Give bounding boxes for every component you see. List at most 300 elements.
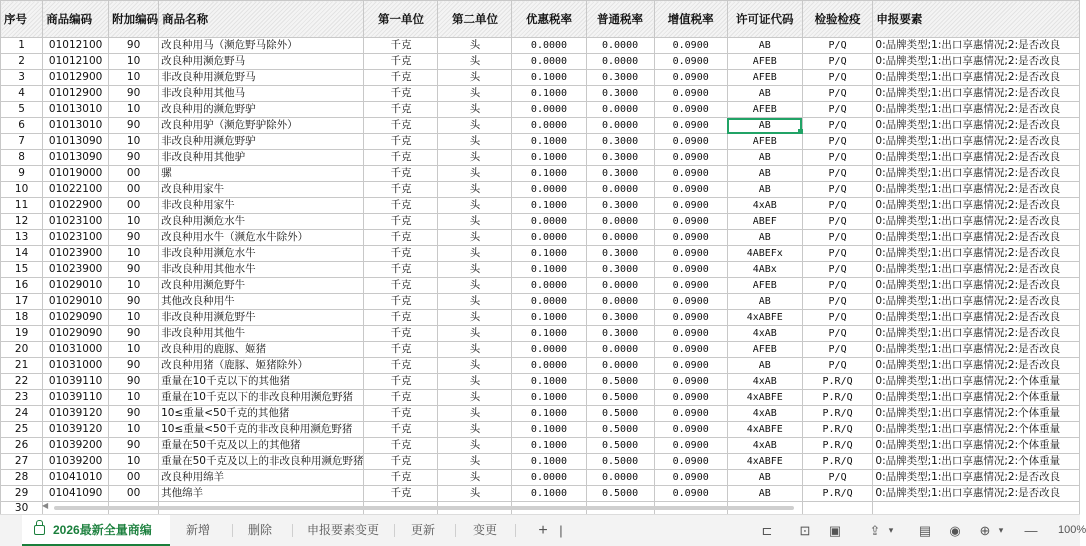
cell-unit1[interactable]: 千克 [364, 454, 438, 470]
cell-inspection[interactable]: P/Q [802, 246, 873, 262]
cell-index[interactable]: 22 [1, 374, 43, 390]
cell-name[interactable]: 非改良种用其他马 [159, 86, 364, 102]
cell-unit2[interactable]: 头 [438, 390, 512, 406]
cell-license-code[interactable]: AB [727, 86, 802, 102]
cell-index[interactable]: 3 [1, 70, 43, 86]
zoom-out-button[interactable]: — [1024, 523, 1038, 538]
cell-name[interactable]: 骡 [159, 166, 364, 182]
cell-name[interactable]: 非改良种用濒危野驴 [159, 134, 364, 150]
cell-declaration[interactable]: 0:品牌类型;1:出口享惠情况;2:是否改良 [873, 182, 1080, 198]
cell-unit2[interactable]: 头 [438, 214, 512, 230]
cell-extra-code[interactable]: 90 [109, 438, 159, 454]
cell-declaration[interactable]: 0:品牌类型;1:出口享惠情况;2:是否改良 [873, 38, 1080, 54]
cell-general-rate[interactable]: 0.3000 [586, 134, 654, 150]
col-header-license-code[interactable]: 许可证代码 [727, 1, 802, 38]
cell-vat-rate[interactable]: 0.0900 [654, 230, 727, 246]
cell-unit1[interactable]: 千克 [364, 358, 438, 374]
cell-license-code[interactable]: 4xABFE [727, 390, 802, 406]
cell-vat-rate[interactable]: 0.0900 [654, 310, 727, 326]
cell-unit2[interactable]: 头 [438, 454, 512, 470]
cell-license-code[interactable]: 4ABEFx [727, 246, 802, 262]
cell-declaration[interactable]: 0:品牌类型;1:出口享惠情况;2:是否改良 [873, 86, 1080, 102]
cell-vat-rate[interactable]: 0.0900 [654, 134, 727, 150]
cell-name[interactable]: 改良种用濒危水牛 [159, 214, 364, 230]
comment-icon[interactable]: ⊡ [799, 523, 811, 538]
cell-unit2[interactable]: 头 [438, 326, 512, 342]
cell-index[interactable]: 27 [1, 454, 43, 470]
sheet-tab-element-change[interactable]: 申报要素变更 [307, 523, 380, 537]
cell-inspection[interactable]: P.R/Q [802, 374, 873, 390]
cell-code[interactable]: 01012100 [43, 54, 109, 70]
eye-icon[interactable]: ◉ [949, 523, 961, 538]
cell-preferential-rate[interactable]: 0.1000 [512, 454, 586, 470]
cell-unit2[interactable]: 头 [438, 38, 512, 54]
cell-license-code[interactable]: 4ABx [727, 262, 802, 278]
cell-declaration[interactable]: 0:品牌类型;1:出口享惠情况;2:是否改良 [873, 278, 1080, 294]
cell-unit2[interactable]: 头 [438, 278, 512, 294]
cell-index[interactable]: 5 [1, 102, 43, 118]
cell-index[interactable]: 15 [1, 262, 43, 278]
cell-code[interactable]: 01029090 [43, 326, 109, 342]
cell-code[interactable]: 01023900 [43, 262, 109, 278]
cell-index[interactable]: 18 [1, 310, 43, 326]
cell-extra-code[interactable]: 10 [109, 246, 159, 262]
cell-license-code[interactable]: 4xAB [727, 406, 802, 422]
cell-declaration[interactable]: 0:品牌类型;1:出口享惠情况;2:个体重量 [873, 406, 1080, 422]
cell-declaration[interactable]: 0:品牌类型;1:出口享惠情况;2:是否改良 [873, 214, 1080, 230]
cell-license-code[interactable]: AFEB [727, 102, 802, 118]
cell-general-rate[interactable]: 0.3000 [586, 326, 654, 342]
cell-extra-code[interactable]: 10 [109, 102, 159, 118]
cell-name[interactable]: 改良种用绵羊 [159, 470, 364, 486]
cell-code[interactable]: 01022900 [43, 198, 109, 214]
cell-inspection[interactable]: P/Q [802, 230, 873, 246]
cell-index[interactable]: 23 [1, 390, 43, 406]
cell-general-rate[interactable]: 0.5000 [586, 422, 654, 438]
cell-inspection[interactable]: P.R/Q [802, 390, 873, 406]
cell-unit1[interactable]: 千克 [364, 230, 438, 246]
cell-general-rate[interactable]: 0.0000 [586, 230, 654, 246]
cell-extra-code[interactable]: 10 [109, 134, 159, 150]
cell-code[interactable]: 01029010 [43, 294, 109, 310]
cell-declaration[interactable]: 0:品牌类型;1:出口享惠情况;2:是否改良 [873, 118, 1080, 134]
cell-preferential-rate[interactable]: 0.0000 [512, 54, 586, 70]
cell-code[interactable]: 01012900 [43, 86, 109, 102]
cell-declaration[interactable]: 0:品牌类型;1:出口享惠情况;2:是否改良 [873, 326, 1080, 342]
cell-inspection[interactable]: P/Q [802, 262, 873, 278]
cell-unit1[interactable]: 千克 [364, 422, 438, 438]
cell-unit1[interactable]: 千克 [364, 342, 438, 358]
cell-declaration[interactable]: 0:品牌类型;1:出口享惠情况;2:是否改良 [873, 198, 1080, 214]
cell-name[interactable]: 改良种用水牛（濒危水牛除外） [159, 230, 364, 246]
cell-extra-code[interactable]: 00 [109, 182, 159, 198]
cell-preferential-rate[interactable]: 0.1000 [512, 438, 586, 454]
cell-unit2[interactable]: 头 [438, 374, 512, 390]
sheet-tab-active[interactable] [22, 515, 170, 546]
cell-code[interactable]: 01039110 [43, 390, 109, 406]
cell-inspection[interactable]: P.R/Q [802, 406, 873, 422]
cell-extra-code[interactable]: 90 [109, 86, 159, 102]
cell-general-rate[interactable]: 0.5000 [586, 390, 654, 406]
cell-license-code[interactable]: AB [727, 358, 802, 374]
cell-license-code[interactable]: AB [727, 294, 802, 310]
cell-preferential-rate[interactable]: 0.0000 [512, 294, 586, 310]
cell-code[interactable]: 01023100 [43, 230, 109, 246]
cell-unit2[interactable]: 头 [438, 358, 512, 374]
cell-general-rate[interactable]: 0.3000 [586, 70, 654, 86]
cell-license-code[interactable]: AFEB [727, 342, 802, 358]
cell-declaration[interactable]: 0:品牌类型;1:出口享惠情况;2:是否改良 [873, 102, 1080, 118]
cell-index[interactable]: 24 [1, 406, 43, 422]
cell-code[interactable]: 01041010 [43, 470, 109, 486]
cell-inspection[interactable]: P/Q [802, 182, 873, 198]
cell-unit2[interactable]: 头 [438, 438, 512, 454]
cell-vat-rate[interactable]: 0.0900 [654, 422, 727, 438]
horizontal-scrollbar[interactable] [40, 501, 1080, 512]
cell-vat-rate[interactable]: 0.0900 [654, 486, 727, 502]
cell-inspection[interactable]: P/Q [802, 214, 873, 230]
cell-declaration[interactable]: 0:品牌类型;1:出口享惠情况;2:个体重量 [873, 454, 1080, 470]
cell-code[interactable]: 01013090 [43, 150, 109, 166]
chevron-down-icon-2[interactable]: ▾ [998, 525, 1004, 535]
cell-name[interactable]: 非改良种用濒危野马 [159, 70, 364, 86]
cell-code[interactable]: 01012900 [43, 70, 109, 86]
cell-index[interactable]: 16 [1, 278, 43, 294]
cell-preferential-rate[interactable]: 0.1000 [512, 486, 586, 502]
cell-unit2[interactable]: 头 [438, 310, 512, 326]
cell-inspection[interactable]: P/Q [802, 54, 873, 70]
cell-extra-code[interactable]: 10 [109, 422, 159, 438]
cell-unit1[interactable]: 千克 [364, 86, 438, 102]
cell-unit1[interactable]: 千克 [364, 166, 438, 182]
cell-extra-code[interactable]: 90 [109, 294, 159, 310]
sheet-tab-update[interactable]: 更新 [411, 523, 436, 537]
cell-preferential-rate[interactable]: 0.0000 [512, 118, 586, 134]
cell-code[interactable]: 01012100 [43, 38, 109, 54]
cell-name[interactable]: 其他改良种用牛 [159, 294, 364, 310]
cell-preferential-rate[interactable]: 0.1000 [512, 70, 586, 86]
cell-vat-rate[interactable]: 0.0900 [654, 70, 727, 86]
cell-unit1[interactable]: 千克 [364, 262, 438, 278]
cell-preferential-rate[interactable]: 0.1000 [512, 246, 586, 262]
cell-vat-rate[interactable]: 0.0900 [654, 214, 727, 230]
cell-inspection[interactable]: P.R/Q [802, 454, 873, 470]
cell-extra-code[interactable]: 90 [109, 406, 159, 422]
cell-unit1[interactable]: 千克 [364, 182, 438, 198]
cell-vat-rate[interactable]: 0.0900 [654, 150, 727, 166]
cell-extra-code[interactable]: 10 [109, 214, 159, 230]
cell-declaration[interactable]: 0:品牌类型;1:出口享惠情况;2:是否改良 [873, 358, 1080, 374]
cell-license-code[interactable]: AFEB [727, 54, 802, 70]
cell-preferential-rate[interactable]: 0.0000 [512, 470, 586, 486]
cell-general-rate[interactable]: 0.3000 [586, 150, 654, 166]
cell-inspection[interactable]: P/Q [802, 326, 873, 342]
cell-name[interactable]: 10≤重量<50千克的非改良种用濒危野猪 [159, 422, 364, 438]
cell-extra-code[interactable]: 10 [109, 310, 159, 326]
sheet-list-icon[interactable]: | [559, 523, 563, 538]
cell-extra-code[interactable]: 00 [109, 470, 159, 486]
cell-unit2[interactable]: 头 [438, 470, 512, 486]
cell-name[interactable]: 改良种用的鹿豚、姬猪 [159, 342, 364, 358]
add-sheet-button[interactable]: + [538, 522, 548, 539]
cell-inspection[interactable]: P/Q [802, 38, 873, 54]
cell-code[interactable]: 01039200 [43, 438, 109, 454]
col-header-unit1[interactable]: 第一单位 [364, 1, 438, 38]
sheet-tab-new[interactable]: 新增 [186, 523, 211, 537]
cell-unit2[interactable]: 头 [438, 166, 512, 182]
cell-unit1[interactable]: 千克 [364, 278, 438, 294]
cell-unit1[interactable]: 千克 [364, 54, 438, 70]
cell-inspection[interactable]: P/Q [802, 102, 873, 118]
cell-unit1[interactable]: 千克 [364, 214, 438, 230]
cell-name[interactable]: 重量在50千克及以上的其他猪 [159, 438, 364, 454]
cell-declaration[interactable]: 0:品牌类型;1:出口享惠情况;2:是否改良 [873, 486, 1080, 502]
cell-unit1[interactable]: 千克 [364, 406, 438, 422]
cell-name[interactable]: 非改良种用其他驴 [159, 150, 364, 166]
cell-general-rate[interactable]: 0.3000 [586, 310, 654, 326]
cell-declaration[interactable]: 0:品牌类型;1:出口享惠情况;2:是否改良 [873, 470, 1080, 486]
cell-preferential-rate[interactable]: 0.1000 [512, 262, 586, 278]
cell-unit1[interactable]: 千克 [364, 102, 438, 118]
cell-vat-rate[interactable]: 0.0900 [654, 166, 727, 182]
cell-general-rate[interactable]: 0.0000 [586, 358, 654, 374]
cell-name[interactable]: 非改良种用濒危野牛 [159, 310, 364, 326]
cell-index[interactable]: 19 [1, 326, 43, 342]
cell-vat-rate[interactable]: 0.0900 [654, 454, 727, 470]
cell-preferential-rate[interactable]: 0.0000 [512, 358, 586, 374]
cell-inspection[interactable]: P/Q [802, 70, 873, 86]
sheet-tab-change[interactable]: 变更 [473, 523, 498, 537]
cell-vat-rate[interactable]: 0.0900 [654, 342, 727, 358]
cell-code[interactable]: 01023100 [43, 214, 109, 230]
share-icon[interactable]: ⇪ [869, 523, 881, 538]
cell-unit2[interactable]: 头 [438, 422, 512, 438]
cell-declaration[interactable]: 0:品牌类型;1:出口享惠情况;2:是否改良 [873, 150, 1080, 166]
cell-declaration[interactable]: 0:品牌类型;1:出口享惠情况;2:是否改良 [873, 230, 1080, 246]
cell-vat-rate[interactable]: 0.0900 [654, 38, 727, 54]
page-view-icon[interactable]: ▤ [918, 523, 932, 538]
cell-unit1[interactable]: 千克 [364, 470, 438, 486]
cell-general-rate[interactable]: 0.5000 [586, 454, 654, 470]
cell-name[interactable]: 非改良种用家牛 [159, 198, 364, 214]
cell-index[interactable]: 12 [1, 214, 43, 230]
cell-inspection[interactable]: P/Q [802, 166, 873, 182]
cell-license-code[interactable]: 4xABFE [727, 422, 802, 438]
cell-unit1[interactable]: 千克 [364, 118, 438, 134]
cell-general-rate[interactable]: 0.3000 [586, 246, 654, 262]
cell-inspection[interactable]: P/Q [802, 470, 873, 486]
cell-declaration[interactable]: 0:品牌类型;1:出口享惠情况;2:是否改良 [873, 166, 1080, 182]
cell-preferential-rate[interactable]: 0.0000 [512, 230, 586, 246]
cell-extra-code[interactable]: 00 [109, 486, 159, 502]
cell-vat-rate[interactable]: 0.0900 [654, 406, 727, 422]
cell-index[interactable]: 17 [1, 294, 43, 310]
cell-code[interactable]: 01013010 [43, 118, 109, 134]
cell-license-code[interactable]: 4xAB [727, 438, 802, 454]
cell-extra-code[interactable]: 00 [109, 198, 159, 214]
cell-declaration[interactable]: 0:品牌类型;1:出口享惠情况;2:是否改良 [873, 294, 1080, 310]
cell-extra-code[interactable]: 10 [109, 54, 159, 70]
col-header-unit2[interactable]: 第二单位 [438, 1, 512, 38]
cell-declaration[interactable]: 0:品牌类型;1:出口享惠情况;2:是否改良 [873, 262, 1080, 278]
cell-preferential-rate[interactable]: 0.1000 [512, 150, 586, 166]
cell-code[interactable]: 01039120 [43, 422, 109, 438]
cell-license-code[interactable]: AB [727, 166, 802, 182]
cell-index[interactable]: 6 [1, 118, 43, 134]
cell-unit2[interactable]: 头 [438, 246, 512, 262]
cell-extra-code[interactable]: 10 [109, 342, 159, 358]
col-header-code[interactable]: 商品编码 [43, 1, 109, 38]
cell-vat-rate[interactable]: 0.0900 [654, 326, 727, 342]
cell-preferential-rate[interactable]: 0.0000 [512, 38, 586, 54]
cell-inspection[interactable]: P/Q [802, 294, 873, 310]
cell-vat-rate[interactable]: 0.0900 [654, 438, 727, 454]
cell-extra-code[interactable]: 10 [109, 454, 159, 470]
cell-inspection[interactable]: P/Q [802, 310, 873, 326]
cell-unit2[interactable]: 头 [438, 150, 512, 166]
cell-name[interactable]: 其他绵羊 [159, 486, 364, 502]
cell-license-code[interactable]: ABEF [727, 214, 802, 230]
cell-index[interactable]: 9 [1, 166, 43, 182]
cell-general-rate[interactable]: 0.0000 [586, 38, 654, 54]
cell-code[interactable]: 01029010 [43, 278, 109, 294]
cell-declaration[interactable]: 0:品牌类型;1:出口享惠情况;2:是否改良 [873, 310, 1080, 326]
cell-unit2[interactable]: 头 [438, 102, 512, 118]
cell-general-rate[interactable]: 0.0000 [586, 102, 654, 118]
cell-general-rate[interactable]: 0.5000 [586, 406, 654, 422]
cell-index[interactable]: 10 [1, 182, 43, 198]
cell-unit2[interactable]: 头 [438, 406, 512, 422]
cell-name[interactable]: 非改良种用其他牛 [159, 326, 364, 342]
cell-index[interactable]: 29 [1, 486, 43, 502]
col-header-inspection[interactable]: 检验检疫 [802, 1, 873, 38]
cell-unit1[interactable]: 千克 [364, 310, 438, 326]
cell-general-rate[interactable]: 0.5000 [586, 374, 654, 390]
cell-inspection[interactable]: P/Q [802, 134, 873, 150]
cell-license-code[interactable]: 4xABFE [727, 310, 802, 326]
cell-code[interactable]: 01031000 [43, 358, 109, 374]
cell-vat-rate[interactable]: 0.0900 [654, 246, 727, 262]
cell-extra-code[interactable]: 10 [109, 390, 159, 406]
cell-vat-rate[interactable]: 0.0900 [654, 102, 727, 118]
cell-unit2[interactable]: 头 [438, 70, 512, 86]
cell-declaration[interactable]: 0:品牌类型;1:出口享惠情况;2:是否改良 [873, 342, 1080, 358]
cell-code[interactable]: 01023900 [43, 246, 109, 262]
cell-name[interactable]: 10≤重量<50千克的其他猪 [159, 406, 364, 422]
cell-vat-rate[interactable]: 0.0900 [654, 198, 727, 214]
cell-name[interactable]: 非改良种用其他水牛 [159, 262, 364, 278]
cell-inspection[interactable]: P.R/Q [802, 438, 873, 454]
cell-preferential-rate[interactable]: 0.1000 [512, 422, 586, 438]
cell-preferential-rate[interactable]: 0.1000 [512, 310, 586, 326]
cell-name[interactable]: 改良种用濒危野牛 [159, 278, 364, 294]
cell-extra-code[interactable]: 90 [109, 374, 159, 390]
cell-index[interactable]: 20 [1, 342, 43, 358]
cell-vat-rate[interactable]: 0.0900 [654, 374, 727, 390]
cell-inspection[interactable]: P/Q [802, 150, 873, 166]
cell-name[interactable]: 改良种用的濒危野驴 [159, 102, 364, 118]
cell-index[interactable]: 8 [1, 150, 43, 166]
col-header-index[interactable]: 序号 [1, 1, 43, 38]
cell-index[interactable]: 25 [1, 422, 43, 438]
cell-index[interactable]: 11 [1, 198, 43, 214]
cell-inspection[interactable]: P/Q [802, 278, 873, 294]
cell-general-rate[interactable]: 0.0000 [586, 214, 654, 230]
cell-license-code[interactable]: AB [727, 118, 802, 134]
cell-general-rate[interactable]: 0.0000 [586, 182, 654, 198]
cell-extra-code[interactable]: 90 [109, 150, 159, 166]
cell-unit2[interactable]: 头 [438, 118, 512, 134]
cell-unit1[interactable]: 千克 [364, 374, 438, 390]
cell-code[interactable]: 01039110 [43, 374, 109, 390]
cell-index[interactable]: 7 [1, 134, 43, 150]
cell-extra-code[interactable]: 90 [109, 326, 159, 342]
cell-code[interactable]: 01039200 [43, 454, 109, 470]
cell-general-rate[interactable]: 0.3000 [586, 198, 654, 214]
cell-general-rate[interactable]: 0.5000 [586, 486, 654, 502]
cell-code[interactable]: 01031000 [43, 342, 109, 358]
cell-index[interactable]: 2 [1, 54, 43, 70]
cell-preferential-rate[interactable]: 0.0000 [512, 182, 586, 198]
cell-extra-code[interactable]: 00 [109, 166, 159, 182]
cell-general-rate[interactable]: 0.0000 [586, 470, 654, 486]
cell-vat-rate[interactable]: 0.0900 [654, 262, 727, 278]
zoom-level[interactable]: 100% [1058, 524, 1086, 536]
cell-vat-rate[interactable]: 0.0900 [654, 182, 727, 198]
cell-code[interactable]: 01029090 [43, 310, 109, 326]
cell-declaration[interactable]: 0:品牌类型;1:出口享惠情况;2:个体重量 [873, 438, 1080, 454]
cell-general-rate[interactable]: 0.3000 [586, 262, 654, 278]
cell-inspection[interactable]: P/Q [802, 342, 873, 358]
col-header-general-rate[interactable]: 普通税率 [586, 1, 654, 38]
cell-unit1[interactable]: 千克 [364, 486, 438, 502]
cell-declaration[interactable]: 0:品牌类型;1:出口享惠情况;2:是否改良 [873, 134, 1080, 150]
cell-unit2[interactable]: 头 [438, 262, 512, 278]
cell-extra-code[interactable]: 90 [109, 262, 159, 278]
cell-license-code[interactable]: AB [727, 230, 802, 246]
cell-vat-rate[interactable]: 0.0900 [654, 470, 727, 486]
cell-inspection[interactable]: P/Q [802, 86, 873, 102]
cell-name[interactable]: 改良种用家牛 [159, 182, 364, 198]
cell-index[interactable]: 28 [1, 470, 43, 486]
cell-name[interactable]: 改良种用濒危野马 [159, 54, 364, 70]
cell-unit1[interactable]: 千克 [364, 134, 438, 150]
cell-preferential-rate[interactable]: 0.1000 [512, 390, 586, 406]
col-header-declaration[interactable]: 申报要素 [873, 1, 1080, 38]
cell-license-code[interactable]: AFEB [727, 70, 802, 86]
globe-icon[interactable]: ⊕ [979, 523, 991, 538]
col-header-vat-rate[interactable]: 增值税率 [654, 1, 727, 38]
chevron-down-icon[interactable]: ▾ [888, 525, 894, 535]
cell-unit2[interactable]: 头 [438, 342, 512, 358]
cell-license-code[interactable]: 4xAB [727, 326, 802, 342]
cell-vat-rate[interactable]: 0.0900 [654, 358, 727, 374]
cell-license-code[interactable]: AB [727, 182, 802, 198]
cell-declaration[interactable]: 0:品牌类型;1:出口享惠情况;2:是否改良 [873, 70, 1080, 86]
cell-inspection[interactable]: P.R/Q [802, 486, 873, 502]
cell-index[interactable]: 13 [1, 230, 43, 246]
col-header-extra-code[interactable]: 附加编码 [109, 1, 159, 38]
scrollbar-thumb[interactable] [54, 506, 794, 510]
cell-general-rate[interactable]: 0.3000 [586, 166, 654, 182]
cell-vat-rate[interactable]: 0.0900 [654, 390, 727, 406]
cell-preferential-rate[interactable]: 0.1000 [512, 326, 586, 342]
cell-declaration[interactable]: 0:品牌类型;1:出口享惠情况;2:是否改良 [873, 246, 1080, 262]
cell-declaration[interactable]: 0:品牌类型;1:出口享惠情况;2:个体重量 [873, 422, 1080, 438]
cell-vat-rate[interactable]: 0.0900 [654, 118, 727, 134]
cell-unit1[interactable]: 千克 [364, 198, 438, 214]
cell-vat-rate[interactable]: 0.0900 [654, 294, 727, 310]
